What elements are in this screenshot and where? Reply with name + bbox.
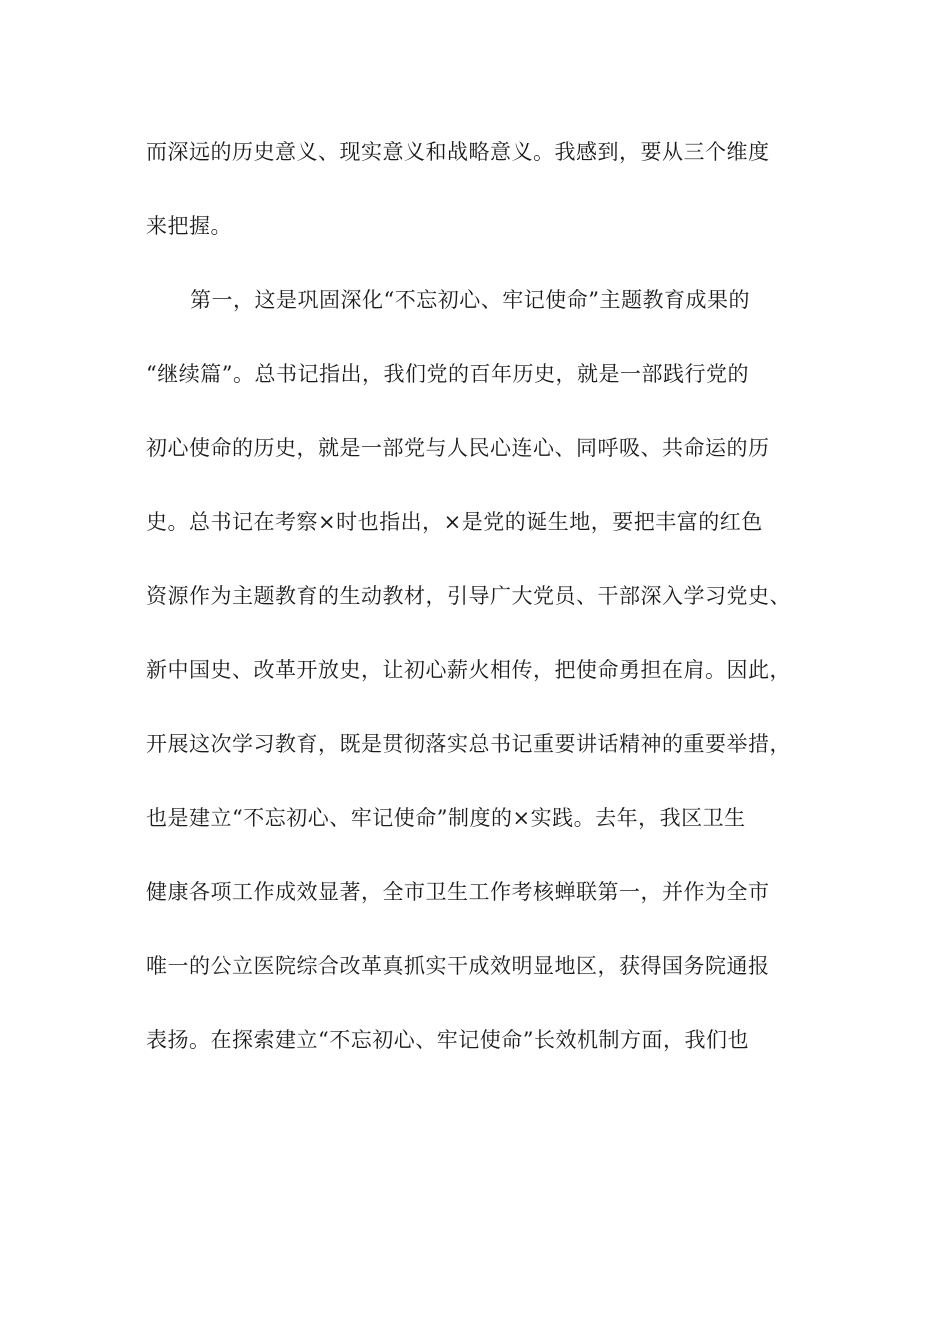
- text-line: 初心使命的历史，就是一部党与人民心连心、同呼吸、共命运的历: [146, 436, 770, 460]
- text-line: 表扬。在探索建立“不忘初心、牢记使命”长效机制方面，我们也: [146, 1028, 749, 1052]
- document-body: [146, 124, 808, 1086]
- text-line: 健康各项工作成效显著，全市卫生工作考核蝉联第一，并作为全市: [146, 880, 770, 904]
- text-line: 来把握。: [146, 214, 232, 238]
- text-line: 唯一的公立医院综合改革真抓实干成效明显地区，获得国务院通报: [146, 954, 770, 978]
- text-line: 而深远的历史意义、现实意义和战略意义。我感到，要从三个维度: [146, 140, 770, 164]
- text-line: 开展这次学习教育，既是贯彻落实总书记重要讲话精神的重要举措，: [146, 732, 791, 756]
- text-line: 资源作为主题教育的生动教材，引导广大党员、干部深入学习党史、: [146, 584, 791, 608]
- text-line: “继续篇”。总书记指出，我们党的百年历史，就是一部践行党的: [146, 362, 749, 386]
- paragraph-first-line: 第一，这是巩固深化“不忘初心、牢记使命”主题教育成果的: [190, 288, 750, 312]
- text-line: 史。总书记在考察×时也指出，×是党的诞生地，要把丰富的红色: [146, 510, 763, 534]
- text-line: 也是建立“不忘初心、牢记使命”制度的×实践。去年，我区卫生: [146, 806, 746, 830]
- text-line: 新中国史、改革开放史，让初心薪火相传，把使命勇担在肩。因此，: [146, 658, 791, 682]
